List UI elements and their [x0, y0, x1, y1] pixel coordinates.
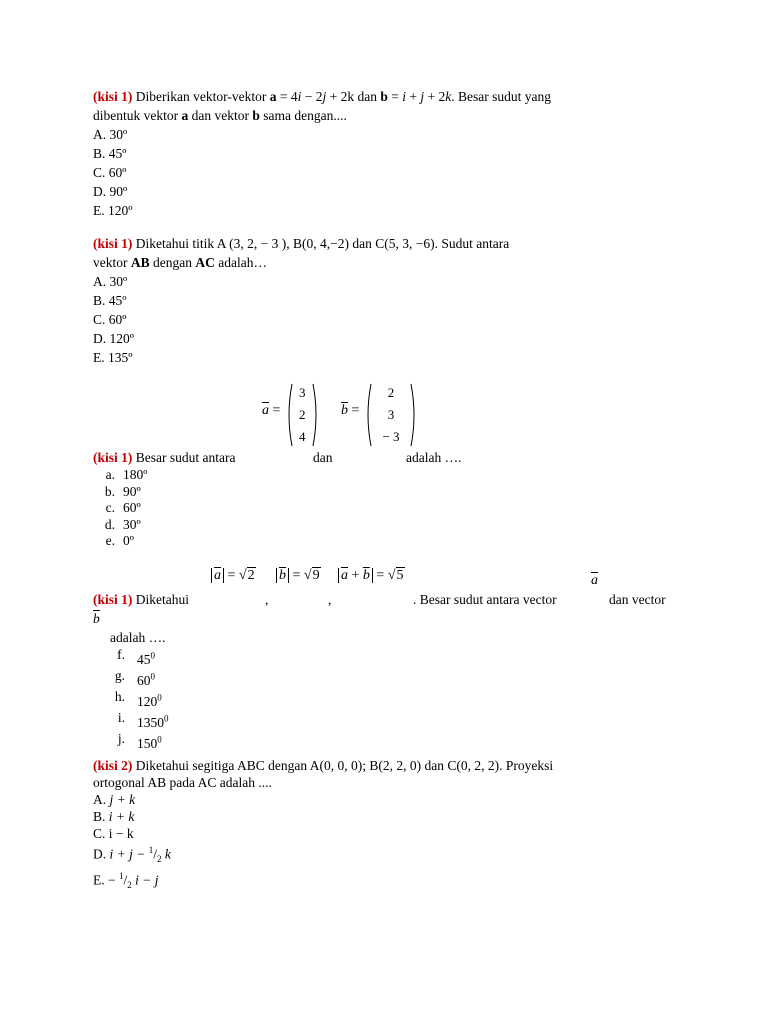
- answer-option: B. i + k: [93, 809, 135, 824]
- list-item: d. 30º: [104, 516, 141, 532]
- question-5-stem: (kisi 2) Diketahui segitiga ABC dengan A(0, 0, 0); B(2, 2, 0) dan C(0, 2, 2). Proyeksi ortogonal AB pada AC adalah ....: [93, 758, 554, 790]
- answer-option: E. 135º: [93, 350, 133, 365]
- norm-sum-formula: $\overline{a} + \overline{b}$ = √ 5: [338, 567, 405, 584]
- list-item: h. $120^0$: [114, 689, 162, 709]
- vector-b-matrix: [364, 383, 418, 447]
- answer-option: E. 120º: [93, 203, 133, 218]
- list-item: c. 60º: [105, 500, 141, 515]
- answer-option: A. 30º: [93, 274, 128, 289]
- right-paren-icon: [312, 383, 320, 447]
- left-paren-icon: [285, 383, 293, 447]
- answer-option: D. $i + j - ^1/_2$ k: [93, 845, 171, 865]
- vector-b-symbol: $\overline{b}$ =: [341, 403, 360, 418]
- kisi-tag: (kisi 1): [93, 450, 133, 465]
- kisi-tag: (kisi 2): [93, 758, 133, 773]
- question-4-stem: (kisi 1) Diketahui , , . Besar sudut antara vector dan vector: [93, 592, 666, 607]
- matrix-entry: 2: [299, 407, 306, 422]
- answer-option: B. 45º: [93, 146, 127, 161]
- question-1-stem: (kisi 1) Diberikan vektor-vektor a = 4i − 2j + 2k dan b = i + j + 2k. Besar sudut yang dibentuk vektor a dan vektor b sama dengan....: [93, 89, 551, 123]
- list-item: f. $45^0$: [117, 647, 155, 667]
- question-2-stem: (kisi 1) Diketahui titik A (3, 2, − 3 ), B(0, 4,−2) dan C(5, 3, −6). Sudut antara vektor AB dengan AC adalah…: [93, 236, 510, 270]
- vector-a-matrix: [285, 383, 320, 447]
- matrix-entry: 2: [387, 385, 395, 400]
- vector-a-symbol: $\overline{a}$ =: [262, 403, 281, 418]
- answer-option: D. 120º: [93, 331, 134, 346]
- answer-option: B. 45º: [93, 293, 127, 308]
- list-item: a. 180º: [105, 467, 148, 482]
- options-list: [93, 467, 678, 550]
- answer-option: E. − $^1/_2$ i − j: [93, 871, 159, 891]
- answer-option: C. 60º: [93, 165, 127, 180]
- vector-b-symbol: $\overline{b}$: [93, 611, 100, 626]
- answer-option: C. i − k: [93, 826, 134, 841]
- question-4-tail: adalah ….: [110, 630, 166, 645]
- question-2: [93, 234, 678, 367]
- norm-b-formula: $\overline{b}$ = √ 9: [276, 567, 321, 584]
- matrix-entry: 3: [387, 407, 395, 422]
- question-4: [93, 590, 708, 752]
- answer-option: D. 90º: [93, 184, 128, 199]
- matrix-entry: 4: [299, 429, 306, 444]
- list-item: i. 1350$^0$: [117, 710, 169, 730]
- question-3-stem: (kisi 1) Besar sudut antara dan adalah ….: [93, 450, 462, 465]
- norm-a-formula: $\overline{a}$ = √ 2: [211, 567, 256, 584]
- right-paren-icon: [410, 383, 418, 447]
- list-item: j. $150^0$: [117, 731, 162, 751]
- answer-option: C. 60º: [93, 312, 127, 327]
- options-list: [93, 647, 708, 752]
- kisi-tag: (kisi 1): [93, 89, 133, 104]
- question-1: [93, 87, 678, 220]
- kisi-tag: (kisi 1): [93, 592, 133, 607]
- matrix-entry: − 3: [382, 429, 400, 444]
- kisi-tag: (kisi 1): [93, 236, 133, 251]
- question-3: [93, 448, 678, 550]
- vector-a-symbol: $\overline{a}$: [591, 573, 598, 588]
- matrix-entry: 3: [299, 385, 306, 400]
- list-item: e. 0º: [105, 533, 134, 548]
- question-5: [93, 757, 678, 894]
- left-paren-icon: [364, 383, 372, 447]
- answer-option: A. 30º: [93, 127, 128, 142]
- list-item: g. $60^0$: [114, 668, 155, 688]
- answer-option: A. j + k: [93, 792, 136, 807]
- list-item: b. 90º: [104, 483, 141, 499]
